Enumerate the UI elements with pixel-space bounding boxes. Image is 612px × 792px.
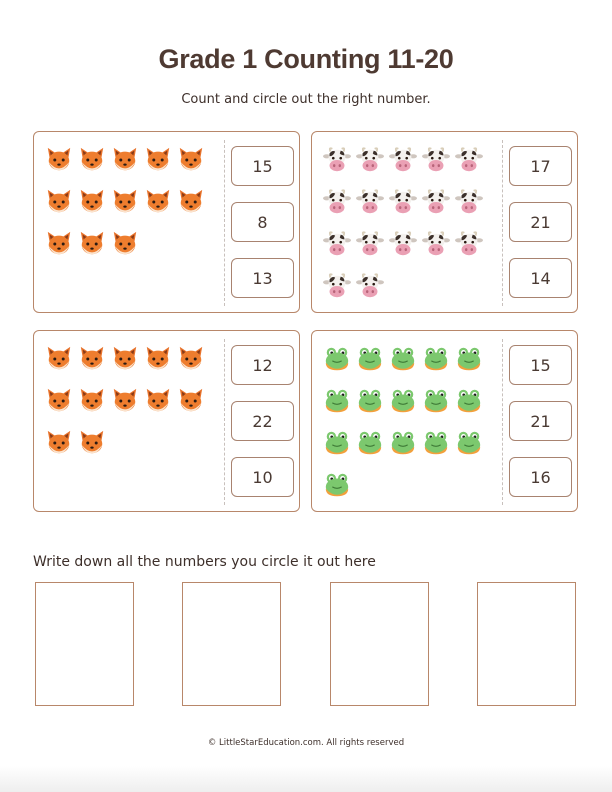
instructions: Count and circle out the right number.	[181, 92, 431, 107]
fox-icon	[75, 343, 108, 375]
frog-icon	[419, 427, 452, 459]
fox-icon	[75, 427, 108, 459]
fox-icon	[108, 343, 141, 375]
dashed-divider	[502, 339, 503, 505]
dashed-divider	[224, 140, 225, 306]
frog-icon	[386, 343, 419, 375]
choice-option[interactable]: 15	[509, 345, 572, 385]
page-title: Grade 1 Counting 11-20	[158, 44, 454, 74]
answer-box-3[interactable]	[330, 582, 429, 706]
choice-option[interactable]: 15	[231, 146, 294, 186]
answer-box-2[interactable]	[182, 582, 281, 706]
answer-box-1[interactable]	[35, 582, 134, 706]
frog-icon	[386, 427, 419, 459]
fox-icon	[141, 186, 174, 218]
fox-icon	[141, 385, 174, 417]
fox-icon	[42, 186, 75, 218]
fox-icon	[174, 385, 207, 417]
cow-icon	[320, 270, 353, 302]
fox-icon	[42, 144, 75, 176]
choice-option[interactable]: 13	[231, 258, 294, 298]
fox-icon	[75, 144, 108, 176]
choice-option[interactable]: 17	[509, 146, 572, 186]
choice-option[interactable]: 16	[509, 457, 572, 497]
answer-box-4[interactable]	[477, 582, 576, 706]
cow-icon	[419, 228, 452, 260]
frog-icon	[419, 385, 452, 417]
cow-icon	[320, 144, 353, 176]
fox-icon	[141, 144, 174, 176]
fox-icon	[75, 228, 108, 260]
choice-option[interactable]: 21	[509, 202, 572, 242]
frog-icon	[452, 427, 485, 459]
cow-icon	[386, 186, 419, 218]
cow-icon	[353, 228, 386, 260]
fox-icon	[75, 186, 108, 218]
fox-icon	[108, 144, 141, 176]
choice-option[interactable]: 8	[231, 202, 294, 242]
cow-icon	[320, 228, 353, 260]
cow-icon	[452, 186, 485, 218]
dashed-divider	[224, 339, 225, 505]
frog-icon	[452, 343, 485, 375]
fox-icon	[42, 343, 75, 375]
animal-grid	[320, 144, 498, 302]
fox-icon	[174, 144, 207, 176]
frog-icon	[353, 343, 386, 375]
cow-icon	[353, 144, 386, 176]
cow-icon	[452, 228, 485, 260]
fox-icon	[42, 228, 75, 260]
fox-icon	[108, 186, 141, 218]
choice-option[interactable]: 22	[231, 401, 294, 441]
fox-icon	[108, 385, 141, 417]
cow-icon	[452, 144, 485, 176]
counting-panel-2	[311, 131, 578, 313]
choice-option[interactable]: 14	[509, 258, 572, 298]
frog-icon	[320, 385, 353, 417]
choice-option[interactable]: 12	[231, 345, 294, 385]
frog-icon	[320, 427, 353, 459]
frog-icon	[452, 385, 485, 417]
cow-icon	[419, 144, 452, 176]
frog-icon	[320, 469, 353, 501]
choice-option[interactable]: 10	[231, 457, 294, 497]
write-prompt: Write down all the numbers you circle it out here	[33, 554, 376, 570]
cow-icon	[353, 270, 386, 302]
animal-grid	[42, 343, 220, 459]
animal-grid	[320, 343, 498, 501]
fox-icon	[42, 385, 75, 417]
dashed-divider	[502, 140, 503, 306]
frog-icon	[419, 343, 452, 375]
copyright-footer: © LittleStarEducation.com. All rights reserved	[207, 738, 405, 748]
fox-icon	[174, 343, 207, 375]
counting-panel-3	[33, 330, 300, 512]
cow-icon	[353, 186, 386, 218]
cow-icon	[419, 186, 452, 218]
choice-option[interactable]: 21	[509, 401, 572, 441]
counting-panel-4	[311, 330, 578, 512]
animal-grid	[42, 144, 220, 260]
fox-icon	[108, 228, 141, 260]
frog-icon	[353, 385, 386, 417]
cow-icon	[320, 186, 353, 218]
fox-icon	[42, 427, 75, 459]
fox-icon	[75, 385, 108, 417]
cow-icon	[386, 144, 419, 176]
frog-icon	[386, 385, 419, 417]
fox-icon	[141, 343, 174, 375]
counting-panel-1	[33, 131, 300, 313]
cow-icon	[386, 228, 419, 260]
page-bottom-shadow	[0, 766, 612, 792]
frog-icon	[353, 427, 386, 459]
fox-icon	[174, 186, 207, 218]
frog-icon	[320, 343, 353, 375]
